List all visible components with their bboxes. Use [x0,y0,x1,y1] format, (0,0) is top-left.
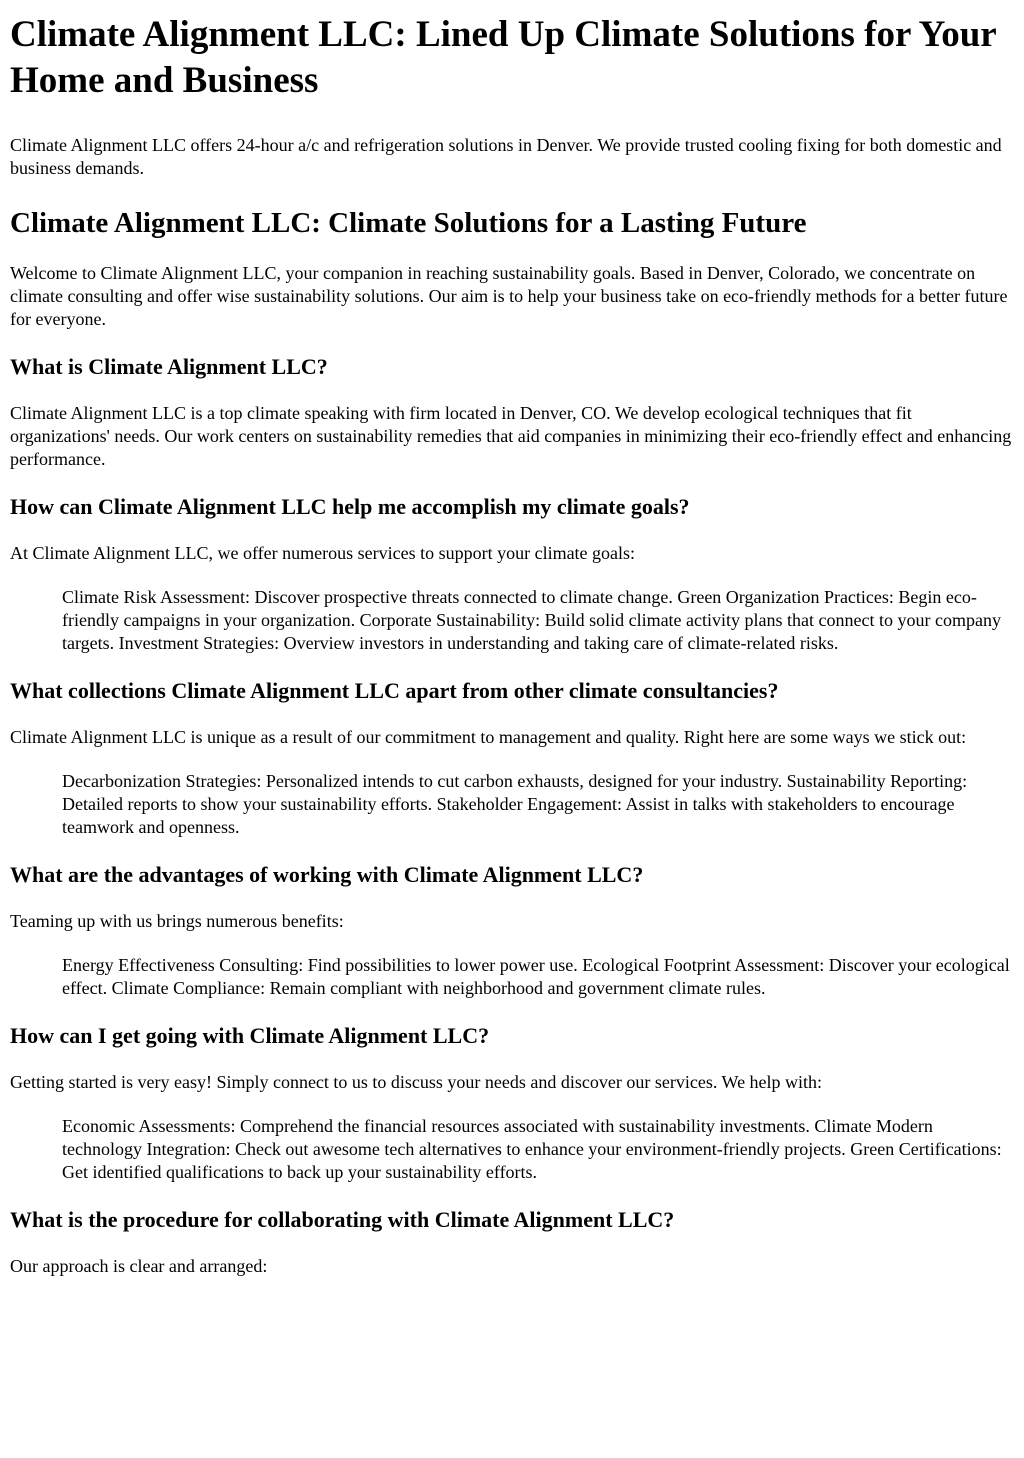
faq-answer: Climate Alignment LLC is a top climate speaking with firm located in Denver, CO. We develop ecological techniques that fit organizations' needs. Our work centers on sustainability remedies that aid companies in minimizing their eco-friendly effect and enhancing performance. [10,403,1012,469]
faq-answer: At Climate Alignment LLC, we offer numerous services to support your climate goals: [10,543,636,563]
article [0,12,1024,1278]
faq-question: How can Climate Alignment LLC help me accomplish my climate goals? [10,494,690,519]
faq-question: What are the advantages of working with Climate Alignment LLC? [10,862,644,887]
welcome-paragraph: Welcome to Climate Alignment LLC, your companion in reaching sustainability goals. Based in Denver, Colorado, we concentrate on climate consulting and offer wise sustainability solutions. Our aim is to help your business take on eco-friendly methods for a better future for everyone. [10,263,1008,329]
page-title: Climate Alignment LLC: Lined Up Climate Solutions for Your Home and Business [10,14,997,101]
section-title: Climate Alignment LLC: Climate Solutions for a Lasting Future [10,207,807,239]
faq-question: How can I get going with Climate Alignment LLC? [10,1023,490,1048]
faq-answer: Climate Alignment LLC is unique as a result of our commitment to management and quality. Right here are some ways we stick out: [10,727,967,747]
faq-answer: Getting started is very easy! Simply connect to us to discuss your needs and discover our services. We help with: [10,1072,823,1092]
services-blockquote: Climate Risk Assessment: Discover prospective threats connected to climate change. Green Organization Practices: Begin eco-friendly campaigns in your organization. Corporate Sustainability: Build solid climate activity plans that connect to your company targets. Investment Strategies: Overview investors in understanding and taking care of climate-related risks. [62,587,1001,653]
intro-paragraph: Climate Alignment LLC offers 24-hour a/c and refrigeration solutions in Denver. We provide trusted cooling fixing for both domestic and business demands. [10,135,1002,178]
faq-question: What is the procedure for collaborating with Climate Alignment LLC? [10,1207,675,1232]
help-blockquote: Economic Assessments: Comprehend the financial resources associated with sustainability investments. Climate Modern technology Integration: Check out awesome tech alternatives to enhance your environment-friendly projects. Green Certifications: Get identified qualifications to back up your sustainability efforts. [62,1116,1002,1182]
faq-question: What is Climate Alignment LLC? [10,354,328,379]
faq-question: What collections Climate Alignment LLC apart from other climate consultancies? [10,678,779,703]
benefits-blockquote: Energy Effectiveness Consulting: Find possibilities to lower power use. Ecological Footprint Assessment: Discover your ecological effect. Climate Compliance: Remain compliant with neighborhood and government climate rules. [62,955,1010,998]
faq-answer: Our approach is clear and arranged: [10,1256,268,1276]
differentiators-blockquote: Decarbonization Strategies: Personalized intends to cut carbon exhausts, designed for your industry. Sustainability Reporting: Detailed reports to show your sustainability efforts. Stakeholder Engagement: Assist in talks with stakeholders to encourage teamwork and openness. [62,771,968,837]
faq-answer: Teaming up with us brings numerous benefits: [10,911,344,931]
